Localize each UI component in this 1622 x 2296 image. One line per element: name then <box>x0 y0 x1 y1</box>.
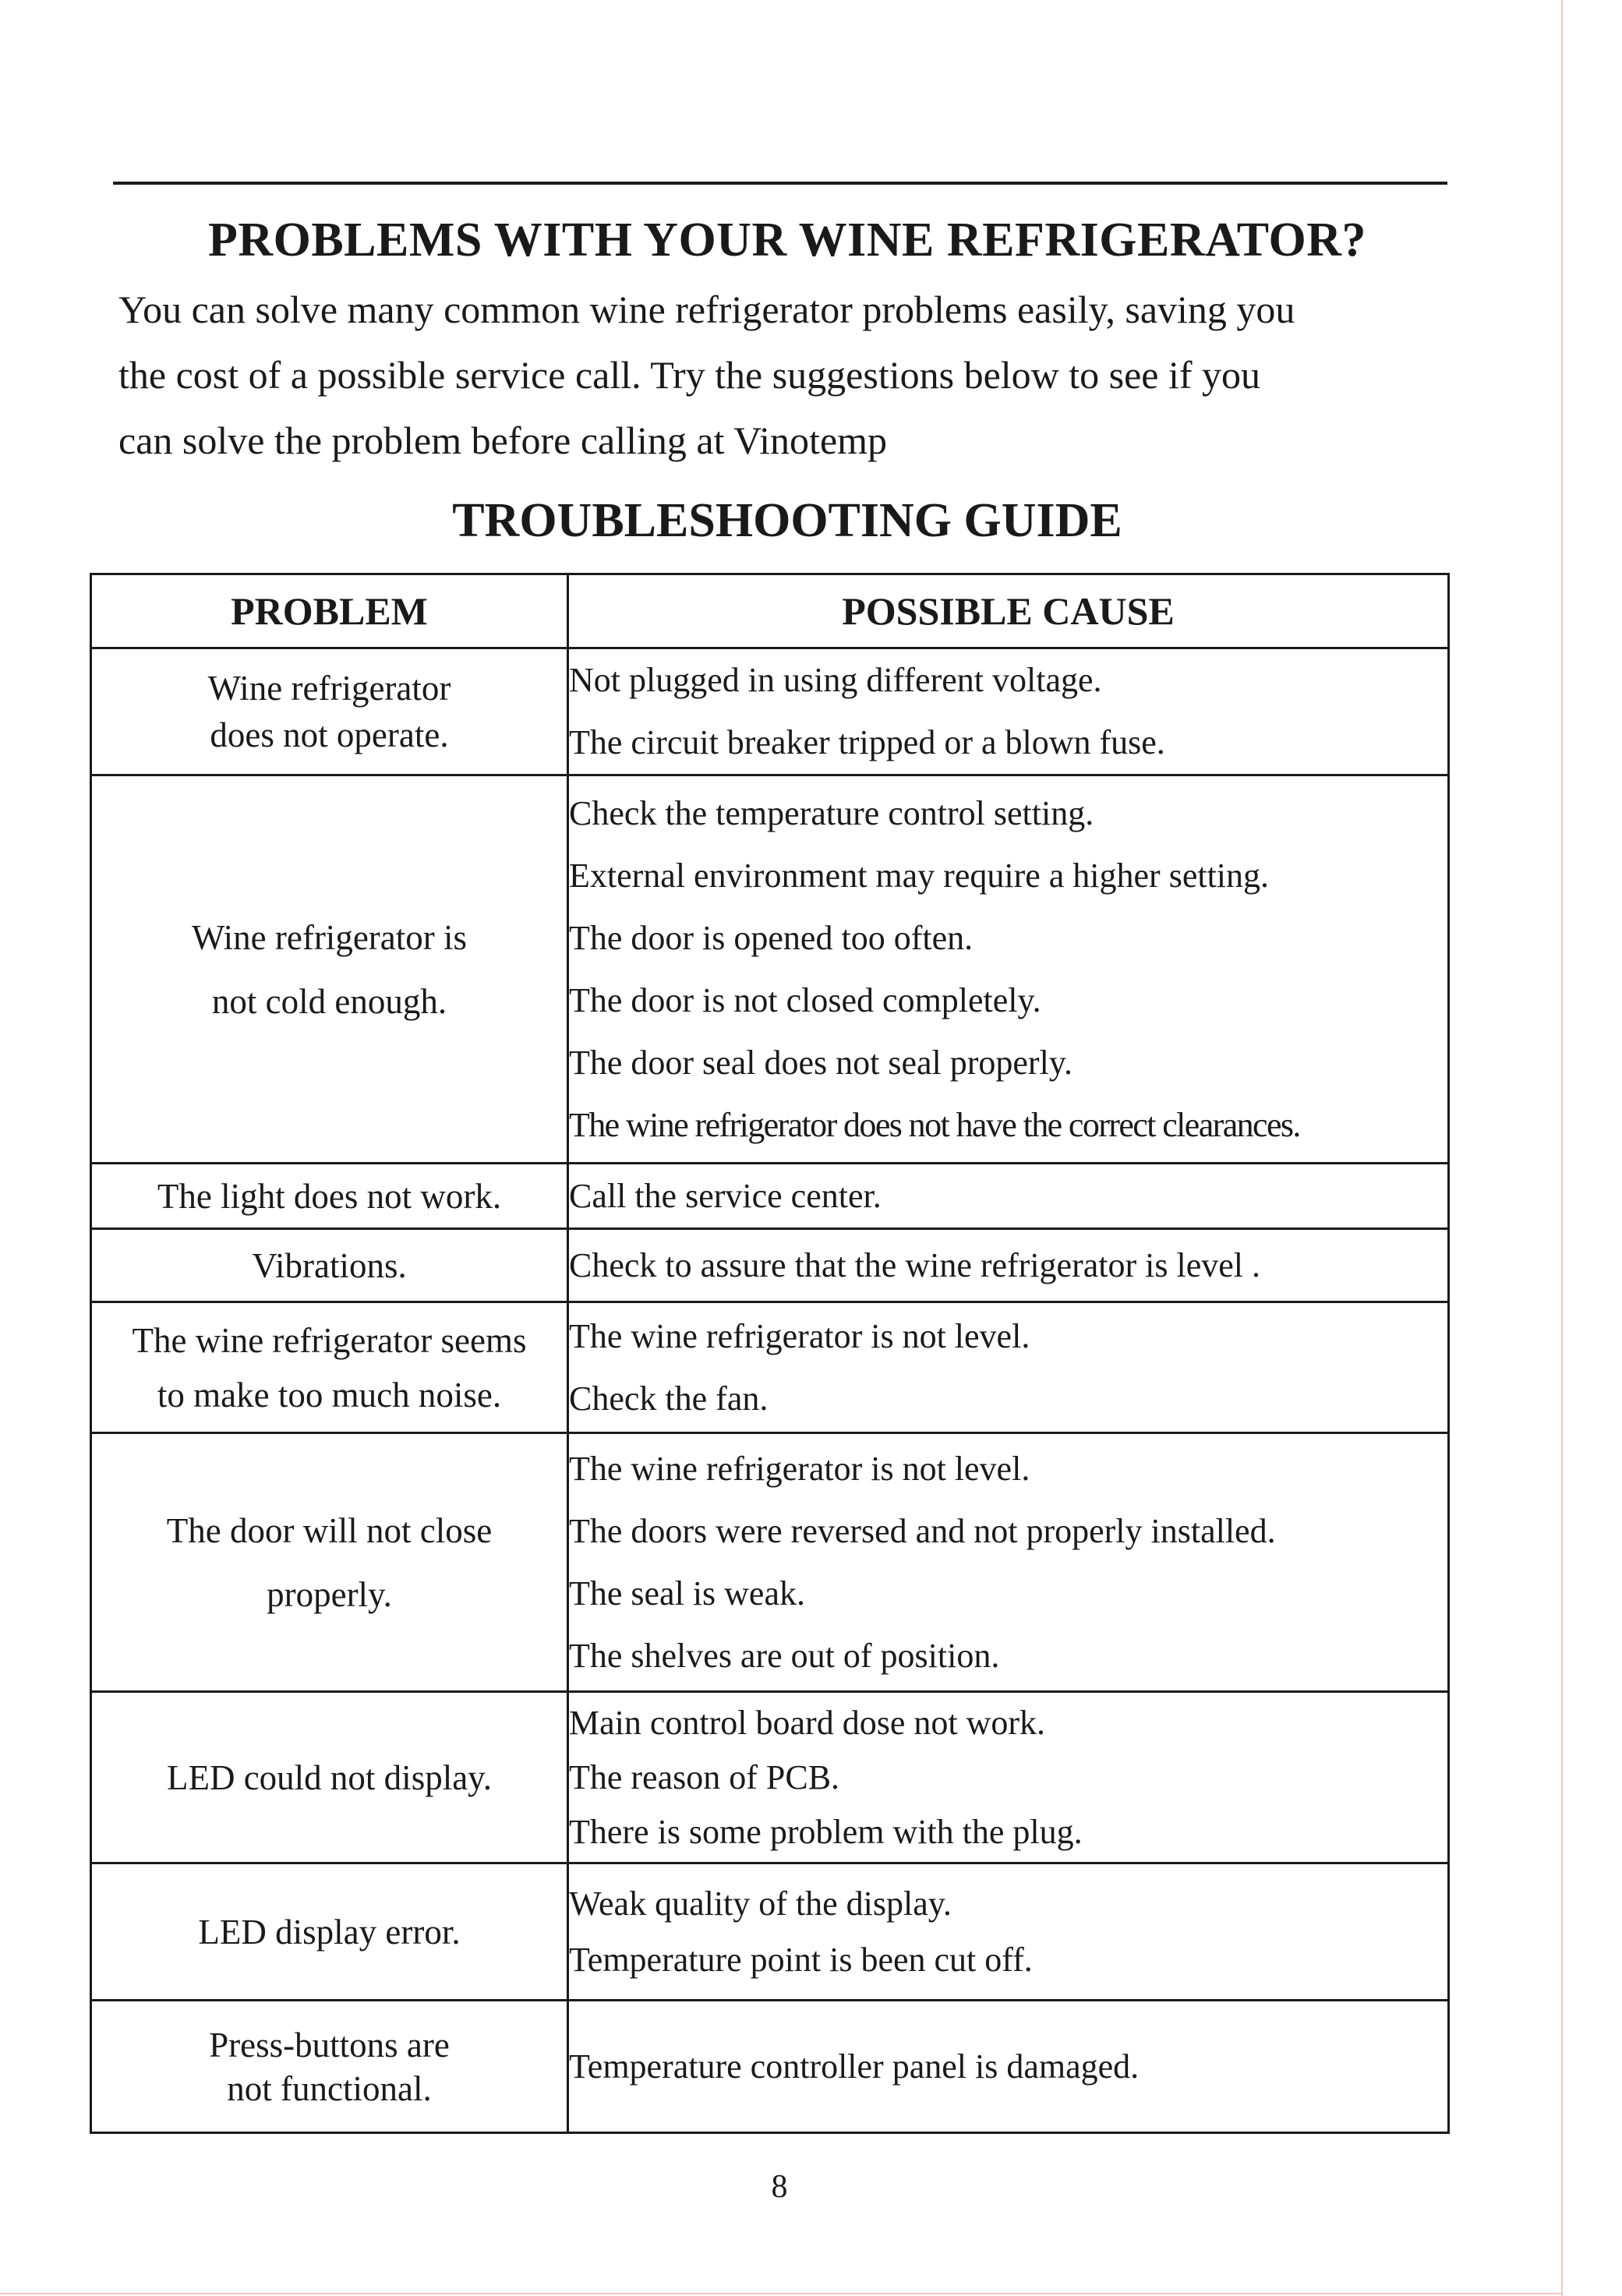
problem-text: Press-buttons are <box>209 2025 450 2065</box>
table-row <box>91 2001 1449 2133</box>
cause-text: Check the temperature control setting. <box>569 793 1094 832</box>
intro-paragraph <box>118 277 1436 473</box>
cause-text: There is some problem with the plug. <box>569 1812 1083 1851</box>
problem-cell <box>91 648 568 775</box>
problem-text: The wine refrigerator seems <box>132 1320 527 1360</box>
cause-text: The reason of PCB. <box>569 1757 840 1796</box>
table-header-row <box>91 574 1449 648</box>
table-row <box>91 648 1449 775</box>
intro-line: can solve the problem before calling at Vinotemp <box>118 419 888 462</box>
cause-text: The doors were reversed and not properly installed. <box>569 1511 1276 1550</box>
cause-cell <box>568 1863 1449 2001</box>
cause-text: Call the service center. <box>569 1176 882 1215</box>
problem-text: not cold enough. <box>211 981 447 1021</box>
cause-text: Not plugged in using different voltage. <box>569 661 1102 699</box>
cause-text: The circuit breaker tripped or a blown fuse. <box>569 723 1165 761</box>
cause-cell <box>568 2001 1449 2133</box>
problem-cell <box>91 1164 568 1229</box>
cause-cell <box>568 1433 1449 1692</box>
table-row <box>91 775 1449 1164</box>
problem-text: Wine refrigerator <box>207 669 451 708</box>
cause-cell <box>568 1229 1449 1302</box>
cause-text: The door seal does not seal properly. <box>569 1043 1072 1082</box>
page-edge-bottom-line <box>0 2293 1563 2294</box>
problem-text: LED display error. <box>198 1912 461 1952</box>
problem-text: Vibrations. <box>252 1245 407 1285</box>
problem-cell <box>91 1692 568 1863</box>
cause-text: Main control board dose not work. <box>569 1703 1045 1742</box>
problem-text: The door will not close <box>166 1510 493 1550</box>
table-row <box>91 1433 1449 1692</box>
cause-text: The door is opened too often. <box>569 918 974 957</box>
problem-text: properly. <box>267 1574 392 1614</box>
top-rule <box>113 182 1447 185</box>
cause-text: The wine refrigerator does not have the correct clearances. <box>569 1105 1300 1144</box>
table-row <box>91 1863 1449 2001</box>
table-row <box>91 1302 1449 1433</box>
problem-text: to make too much noise. <box>157 1375 502 1415</box>
cause-cell <box>568 775 1449 1164</box>
problem-text: LED could not display. <box>166 1757 493 1797</box>
cause-cell <box>568 1302 1449 1433</box>
cause-text: External environment may require a higher setting. <box>569 856 1270 895</box>
problem-text: Wine refrigerator is <box>191 917 467 957</box>
cause-text: The seal is weak. <box>569 1574 805 1612</box>
cause-cell <box>568 1164 1449 1229</box>
page-edge-line <box>1561 0 1563 2296</box>
problem-cell <box>91 1433 568 1692</box>
problem-cell <box>91 1302 568 1433</box>
cause-text: Temperature point is been cut off. <box>569 1940 1033 1979</box>
troubleshooting-table <box>90 573 1450 2134</box>
intro-line: You can solve many common wine refrigerator problems easily, saving you <box>118 288 1295 331</box>
page-title: PROBLEMS WITH YOUR WINE REFRIGERATOR? <box>207 214 1367 267</box>
problem-cell <box>91 1229 568 1302</box>
cause-text: The shelves are out of position. <box>569 1636 1000 1675</box>
cause-text: Temperature controller panel is damaged. <box>569 2047 1140 2086</box>
problem-text: does not operate. <box>210 715 449 754</box>
table-row <box>91 1164 1449 1229</box>
problem-text: The light does not work. <box>157 1176 502 1216</box>
problem-cell <box>91 1863 568 2001</box>
cause-text: The wine refrigerator is not level. <box>569 1316 1030 1355</box>
intro-line: the cost of a possible service call. Try the suggestions below to see if you <box>118 353 1261 397</box>
page-number: 8 <box>771 2169 788 2205</box>
cause-cell <box>568 1692 1449 1863</box>
problem-cell <box>91 775 568 1164</box>
header-possible-cause: POSSIBLE CAUSE <box>568 574 1449 648</box>
table-row <box>91 1692 1449 1863</box>
cause-text: The wine refrigerator is not level. <box>569 1449 1030 1488</box>
problem-cell <box>91 2001 568 2133</box>
cause-text: Check to assure that the wine refrigerator is level . <box>569 1245 1261 1284</box>
cause-cell <box>568 648 1449 775</box>
cause-text: The door is not closed completely. <box>569 980 1041 1019</box>
header-problem: PROBLEM <box>91 574 568 648</box>
cause-text: Weak quality of the display. <box>569 1884 952 1923</box>
table-row <box>91 1229 1449 1302</box>
guide-title: TROUBLESHOOTING GUIDE <box>452 494 1122 547</box>
cause-text: Check the fan. <box>569 1379 769 1418</box>
problem-text: not functional. <box>227 2068 432 2108</box>
